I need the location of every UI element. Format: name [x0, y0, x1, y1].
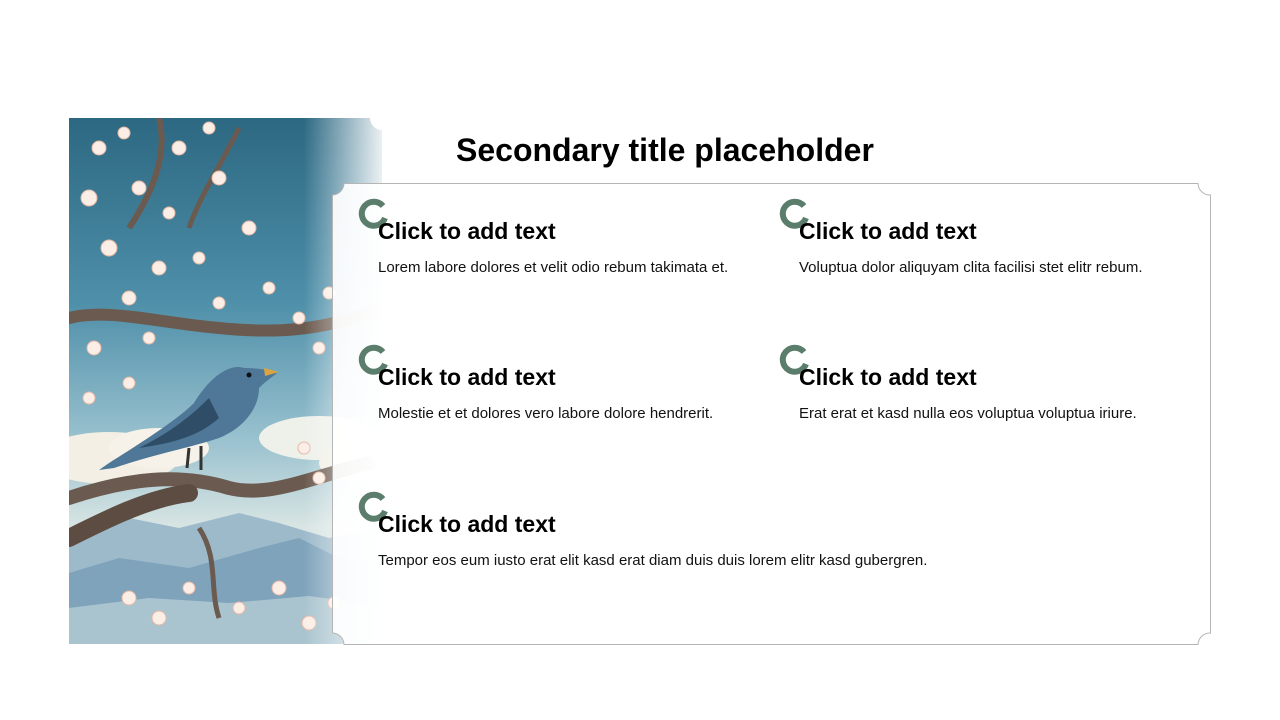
item-body[interactable]: Molestie et et dolores vero labore dolore hendrerit.: [378, 405, 714, 422]
item-heading[interactable]: Click to add text: [799, 218, 977, 244]
item-body[interactable]: Lorem labore dolores et velit odio rebum takimata et.: [378, 259, 729, 276]
item-body[interactable]: Tempor eos eum iusto erat elit kasd erat diam duis duis lorem elitr kasd gubergren.: [378, 552, 928, 569]
item-heading[interactable]: Click to add text: [378, 364, 556, 390]
content-card: [332, 183, 1211, 645]
slide-title[interactable]: Secondary title placeholder: [456, 132, 874, 168]
item-body[interactable]: Erat erat et kasd nulla eos voluptua voluptua iriure.: [799, 405, 1137, 422]
item-heading[interactable]: Click to add text: [799, 364, 977, 390]
item-heading[interactable]: Click to add text: [378, 511, 556, 537]
item-body[interactable]: Voluptua dolor aliquyam clita facilisi stet elitr rebum.: [799, 259, 1143, 276]
item-heading[interactable]: Click to add text: [378, 218, 556, 244]
